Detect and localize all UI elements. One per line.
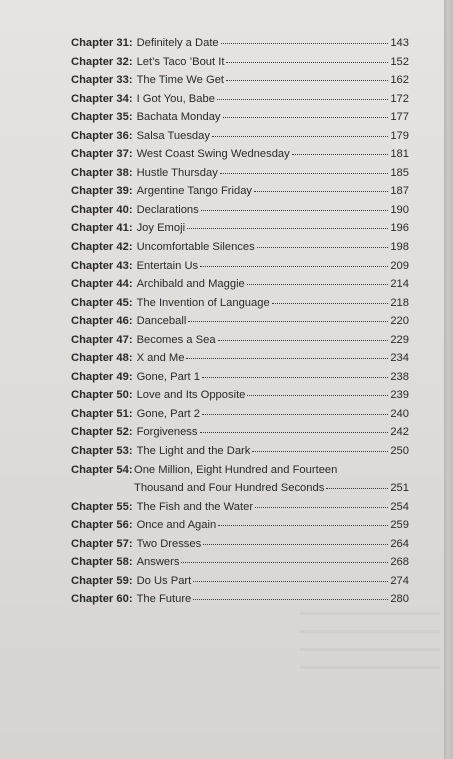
toc-entry <box>71 164 409 183</box>
chapter-title: The Future <box>136 593 192 606</box>
chapter-title: Once and Again <box>136 519 217 532</box>
toc-entry <box>71 127 409 146</box>
leader-dots <box>200 432 389 433</box>
chapter-number: Chapter 58: <box>71 556 133 569</box>
chapter-number: Chapter 50: <box>71 389 133 402</box>
chapter-number: Chapter 33: <box>71 74 133 87</box>
leader-dots <box>254 191 388 192</box>
toc-entry <box>71 349 409 368</box>
leader-dots <box>181 562 388 563</box>
chapter-title: Hustle Thursday <box>136 166 218 179</box>
chapter-title: Argentine Tango Friday <box>136 185 253 198</box>
toc-entry <box>71 53 409 72</box>
toc-entry <box>71 219 409 238</box>
toc-entry <box>71 331 409 350</box>
chapter-title: Love and Its Opposite <box>136 389 246 402</box>
chapter-title: Becomes a Sea <box>136 333 216 346</box>
chapter-number: Chapter 42: <box>71 241 133 254</box>
page-number: 239 <box>390 389 409 402</box>
page-number: 229 <box>390 333 409 346</box>
page-number: 250 <box>390 445 409 458</box>
leader-dots <box>217 99 388 100</box>
leader-dots <box>223 117 389 118</box>
toc-list-after <box>71 498 409 609</box>
leader-dots <box>226 80 388 81</box>
chapter-number: Chapter 45: <box>71 296 133 309</box>
chapter-number: Chapter 48: <box>71 352 133 365</box>
leader-dots <box>186 358 388 359</box>
chapter-number: Chapter 39: <box>71 185 133 198</box>
page-number: 152 <box>390 55 409 68</box>
chapter-number: Chapter 46: <box>71 315 133 328</box>
toc-entry <box>71 423 409 442</box>
toc-list-before <box>71 34 409 461</box>
toc-entry-wrapped <box>71 461 409 498</box>
chapter-number: Chapter 54: <box>71 463 133 476</box>
chapter-title: The Light and the Dark <box>136 445 251 458</box>
toc-entry <box>71 368 409 387</box>
leader-dots <box>247 395 388 396</box>
leader-dots <box>188 321 388 322</box>
page-number: 238 <box>390 370 409 383</box>
chapter-number: Chapter 44: <box>71 278 133 291</box>
chapter-title: Declarations <box>136 203 199 216</box>
page-number: 259 <box>390 519 409 532</box>
page-number: 187 <box>390 185 409 198</box>
toc-entry <box>71 442 409 461</box>
leader-dots <box>252 451 388 452</box>
chapter-title: Bachata Monday <box>136 111 221 124</box>
toc-entry <box>71 275 409 294</box>
toc-entry <box>71 34 409 53</box>
chapter-title: Joy Emoji <box>136 222 186 235</box>
page-number: 251 <box>390 482 409 495</box>
table-of-contents <box>71 34 409 609</box>
chapter-number: Chapter 38: <box>71 166 133 179</box>
toc-entry <box>71 405 409 424</box>
toc-entry <box>71 535 409 554</box>
chapter-title: Salsa Tuesday <box>136 129 210 142</box>
page-number: 181 <box>390 148 409 161</box>
toc-entry <box>71 294 409 313</box>
leader-dots <box>326 488 388 489</box>
toc-entry <box>71 553 409 572</box>
toc-entry <box>71 590 409 609</box>
toc-entry <box>71 238 409 257</box>
leader-dots <box>200 266 388 267</box>
chapter-title-line2: Thousand and Four Hundred Seconds <box>134 482 325 495</box>
page-number: 220 <box>390 315 409 328</box>
toc-entry <box>71 386 409 405</box>
page-number: 185 <box>390 166 409 179</box>
chapter-title: The Time We Get <box>136 74 225 87</box>
chapter-title: The Invention of Language <box>136 296 270 309</box>
leader-dots <box>247 284 389 285</box>
chapter-number: Chapter 53: <box>71 445 133 458</box>
leader-dots <box>272 303 389 304</box>
toc-entry <box>71 498 409 517</box>
chapter-title: Gone, Part 1 <box>136 370 200 383</box>
page-number: 242 <box>390 426 409 439</box>
leader-dots <box>193 581 388 582</box>
page-number: 264 <box>390 537 409 550</box>
page-number: 209 <box>390 259 409 272</box>
chapter-number: Chapter 37: <box>71 148 133 161</box>
chapter-number: Chapter 36: <box>71 129 133 142</box>
toc-entry <box>71 201 409 220</box>
leader-dots <box>218 340 389 341</box>
toc-entry <box>71 108 409 127</box>
chapter-number: Chapter 52: <box>71 426 133 439</box>
chapter-title: Danceball <box>136 315 187 328</box>
chapter-title: Forgiveness <box>136 426 198 439</box>
toc-entry <box>71 572 409 591</box>
page-number: 177 <box>390 111 409 124</box>
chapter-title: Archibald and Maggie <box>136 278 245 291</box>
chapter-number: Chapter 43: <box>71 259 133 272</box>
toc-entry <box>71 71 409 90</box>
chapter-title: Uncomfortable Silences <box>136 241 255 254</box>
chapter-number: Chapter 41: <box>71 222 133 235</box>
leader-dots <box>193 599 388 600</box>
page-number: 172 <box>390 92 409 105</box>
chapter-number: Chapter 35: <box>71 111 133 124</box>
chapter-title: Gone, Part 2 <box>136 407 200 420</box>
leader-dots <box>202 377 388 378</box>
leader-dots <box>292 154 389 155</box>
page-number: 218 <box>390 296 409 309</box>
page-edge <box>444 0 453 759</box>
page-number: 240 <box>390 407 409 420</box>
chapter-title: I Got You, Babe <box>136 92 215 105</box>
chapter-title: Let’s Taco ’Bout It <box>136 55 225 68</box>
leader-dots <box>220 173 389 174</box>
leader-dots <box>203 544 388 545</box>
page-number: 143 <box>390 37 409 49</box>
chapter-number: Chapter 49: <box>71 370 133 383</box>
leader-dots <box>202 414 388 415</box>
page-number: 198 <box>390 241 409 254</box>
chapter-number: Chapter 60: <box>71 593 133 606</box>
toc-entry <box>71 516 409 535</box>
page-number: 162 <box>390 74 409 87</box>
leader-dots <box>221 43 389 44</box>
leader-dots <box>257 247 389 248</box>
page-number: 214 <box>390 278 409 291</box>
leader-dots <box>212 136 388 137</box>
chapter-number: Chapter 31: <box>71 37 133 49</box>
page-number: 196 <box>390 222 409 235</box>
page-number: 179 <box>390 129 409 142</box>
leader-dots <box>218 525 388 526</box>
chapter-title: The Fish and the Water <box>136 500 254 513</box>
chapter-number: Chapter 56: <box>71 519 133 532</box>
chapter-title-line1: One Million, Eight Hundred and Fourteen <box>134 463 338 476</box>
chapter-title: West Coast Swing Wednesday <box>136 148 290 161</box>
chapter-title: Answers <box>136 556 180 569</box>
chapter-number: Chapter 57: <box>71 537 133 550</box>
page-number: 190 <box>390 203 409 216</box>
page-number: 274 <box>390 574 409 587</box>
page-number: 234 <box>390 352 409 365</box>
chapter-number: Chapter 55: <box>71 500 133 513</box>
page-number: 280 <box>390 593 409 606</box>
chapter-number: Chapter 32: <box>71 55 133 68</box>
chapter-title: Do Us Part <box>136 574 192 587</box>
leader-dots <box>187 228 388 229</box>
chapter-title: Two Dresses <box>136 537 202 550</box>
show-through-text <box>300 612 440 682</box>
chapter-number: Chapter 47: <box>71 333 133 346</box>
chapter-title: Entertain Us <box>136 259 199 272</box>
leader-dots <box>226 62 388 63</box>
toc-entry <box>71 145 409 164</box>
chapter-title-continuation <box>71 479 409 498</box>
chapter-number: Chapter 51: <box>71 407 133 420</box>
chapter-number: Chapter 34: <box>71 92 133 105</box>
toc-entry <box>71 257 409 276</box>
chapter-title: Definitely a Date <box>136 37 219 49</box>
page-number: 268 <box>390 556 409 569</box>
leader-dots <box>255 507 388 508</box>
page-number: 254 <box>390 500 409 513</box>
chapter-number: Chapter 40: <box>71 203 133 216</box>
leader-dots <box>201 210 389 211</box>
toc-entry <box>71 312 409 331</box>
chapter-title: X and Me <box>136 352 185 365</box>
toc-entry <box>71 182 409 201</box>
chapter-number: Chapter 59: <box>71 574 133 587</box>
toc-entry <box>71 90 409 109</box>
